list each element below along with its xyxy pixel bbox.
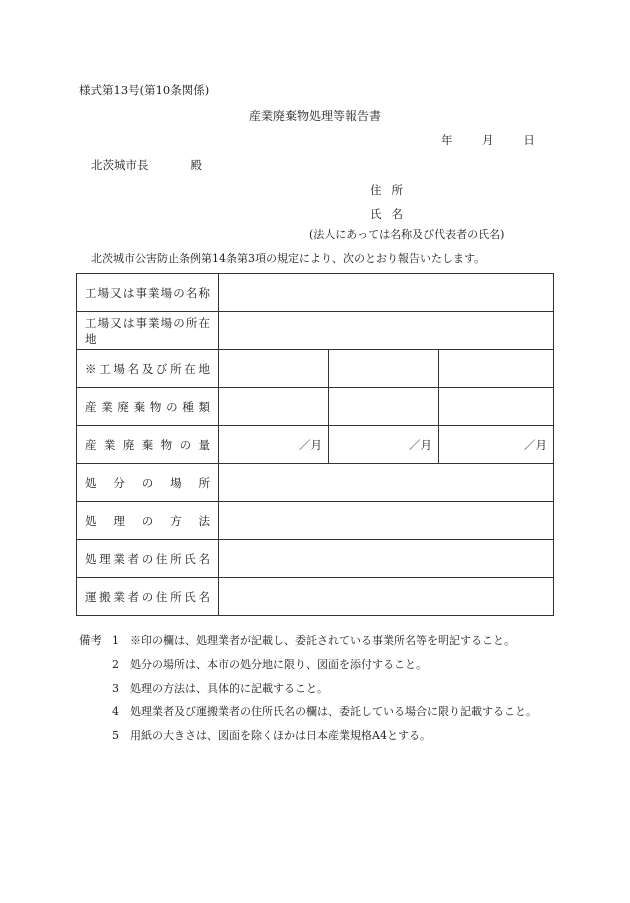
plant-name-location-field-1[interactable] <box>219 350 329 388</box>
form-number: 様式第13号(第10条関係) <box>79 83 210 97</box>
row-label-transporter-info: 運搬業者の住所氏名 <box>77 578 219 616</box>
note-text: 処理業者及び運搬業者の住所氏名の欄は、委託している場合に限り記載すること。 <box>130 705 537 718</box>
corporation-note: (法人にあっては名称及び代表者の氏名) <box>309 228 505 241</box>
transporter-info-field[interactable] <box>219 578 554 616</box>
date-month-label: 月 <box>482 133 494 147</box>
waste-amount-field-2[interactable]: ／月 <box>329 426 439 464</box>
table-row <box>77 426 554 464</box>
facility-name-field[interactable] <box>219 274 554 312</box>
table-row <box>77 274 554 312</box>
row-label-plant-name-location: ※工場名及び所在地 <box>77 350 219 388</box>
addressee-line <box>91 158 202 172</box>
document-title: 産業廃棄物処理等報告書 <box>248 109 381 123</box>
note-item <box>112 703 537 719</box>
row-label-waste-type: 産業廃棄物の種類 <box>77 388 219 426</box>
date-line <box>441 133 535 147</box>
row-label-disposal-place: 処分の場所 <box>77 464 219 502</box>
note-number: 5 <box>112 729 119 742</box>
report-table <box>76 273 554 616</box>
plant-name-location-field-2[interactable] <box>329 350 439 388</box>
note-item <box>112 656 427 672</box>
note-item <box>112 632 515 648</box>
treatment-method-field[interactable] <box>219 502 554 540</box>
note-number: 3 <box>112 682 119 695</box>
date-day-label: 日 <box>523 133 535 147</box>
note-number: 4 <box>112 705 119 718</box>
name-label: 氏名 <box>370 207 413 221</box>
note-item <box>112 680 328 696</box>
waste-type-field-1[interactable] <box>219 388 329 426</box>
note-number: 2 <box>112 658 119 671</box>
facility-location-field[interactable] <box>219 312 554 350</box>
table-row <box>77 578 554 616</box>
disposal-place-field[interactable] <box>219 464 554 502</box>
waste-type-field-3[interactable] <box>439 388 554 426</box>
table-row <box>77 540 554 578</box>
processor-info-field[interactable] <box>219 540 554 578</box>
row-label-waste-amount: 産業廃棄物の量 <box>77 426 219 464</box>
row-label-facility-name: 工場又は事業場の名称 <box>77 274 219 312</box>
waste-amount-field-1[interactable]: ／月 <box>219 426 329 464</box>
row-label-processor-info: 処理業者の住所氏名 <box>77 540 219 578</box>
row-label-facility-location: 工場又は事業場の所在地 <box>77 312 219 350</box>
table-row <box>77 350 554 388</box>
table-row <box>77 312 554 350</box>
plant-name-location-field-3[interactable] <box>439 350 554 388</box>
note-item <box>112 727 431 743</box>
addressee: 北茨城市長 <box>91 158 149 172</box>
waste-amount-field-3[interactable]: ／月 <box>439 426 554 464</box>
waste-type-field-2[interactable] <box>329 388 439 426</box>
table-row <box>77 388 554 426</box>
table-row <box>77 464 554 502</box>
note-text: 処理の方法は、具体的に記載すること。 <box>130 682 328 695</box>
note-text: 用紙の大きさは、図面を除くほかは日本産業規格A4とする。 <box>130 729 431 742</box>
row-label-treatment-method: 処理の方法 <box>77 502 219 540</box>
table-row <box>77 502 554 540</box>
note-number: 1 <box>112 634 119 647</box>
address-label: 住所 <box>370 183 413 197</box>
note-text: 処分の場所は、本市の処分地に限り、図面を添付すること。 <box>130 658 427 671</box>
note-text: ※印の欄は、処理業者が記載し、委託されている事業所名等を明記すること。 <box>130 634 515 647</box>
notes-heading: 備考 <box>79 633 102 647</box>
honorific: 殿 <box>190 158 202 172</box>
date-year-label: 年 <box>441 133 453 147</box>
intro-text: 北茨城市公害防止条例第14条第3項の規定により、次のとおり報告いたします。 <box>91 252 486 265</box>
